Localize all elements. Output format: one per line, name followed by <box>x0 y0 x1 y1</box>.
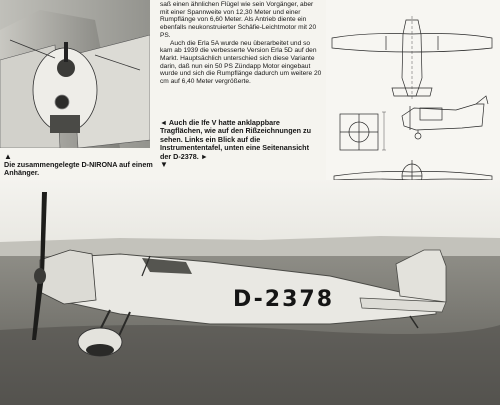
photo-side-view-aircraft <box>0 180 500 405</box>
article-paragraph-2: Auch die Erla 5A wurde neu überarbeitet und so kam ab 1939 die verbesserte Version Erla 5D auf den Markt. Hauptsächlich unterschied sich diese Variante darin, daß nun ein 50 PS Zündapp Motor eingebaut wurde und sich die Rumpflänge dadurch um weitere 20 cm auf 6,40 Meter vergrößerte. <box>160 39 322 86</box>
caption-top-left <box>4 153 154 178</box>
caption-arrow-up: ▲ <box>4 152 12 161</box>
registration-marking: D-2378 <box>233 287 335 312</box>
article-text <box>160 1 322 86</box>
photo-folded-aircraft <box>0 0 150 148</box>
caption-arrow-right: ► <box>200 151 208 161</box>
folded-aircraft-image <box>0 0 150 148</box>
caption-arrow-left: ◄ <box>160 118 168 127</box>
article-paragraph-1: saß einen ähnlichen Flügel wie sein Vorgänger, aber mit einer Spannweite von 12,30 Meter und einer Rumpflänge von 6,60 Meter. Als Antrieb diente ein ebenfalls neukonstruierter Schäfie-Leichtmotor mit 20 PS. <box>160 1 317 39</box>
caption-middle <box>160 119 320 169</box>
caption-middle-text: Auch die Ife V hatte anklappbare Tragflächen, wie auf den Rißzeichnungen zu sehen. Links ein Blick auf die Instrumententafel, unten eine Seitenansicht der D-2378. <box>160 118 311 161</box>
caption-top-left-text: Die zusammengelegte D-NIRONA auf einem Anhänger. <box>4 160 153 178</box>
caption-arrow-down: ▼ <box>160 160 168 170</box>
